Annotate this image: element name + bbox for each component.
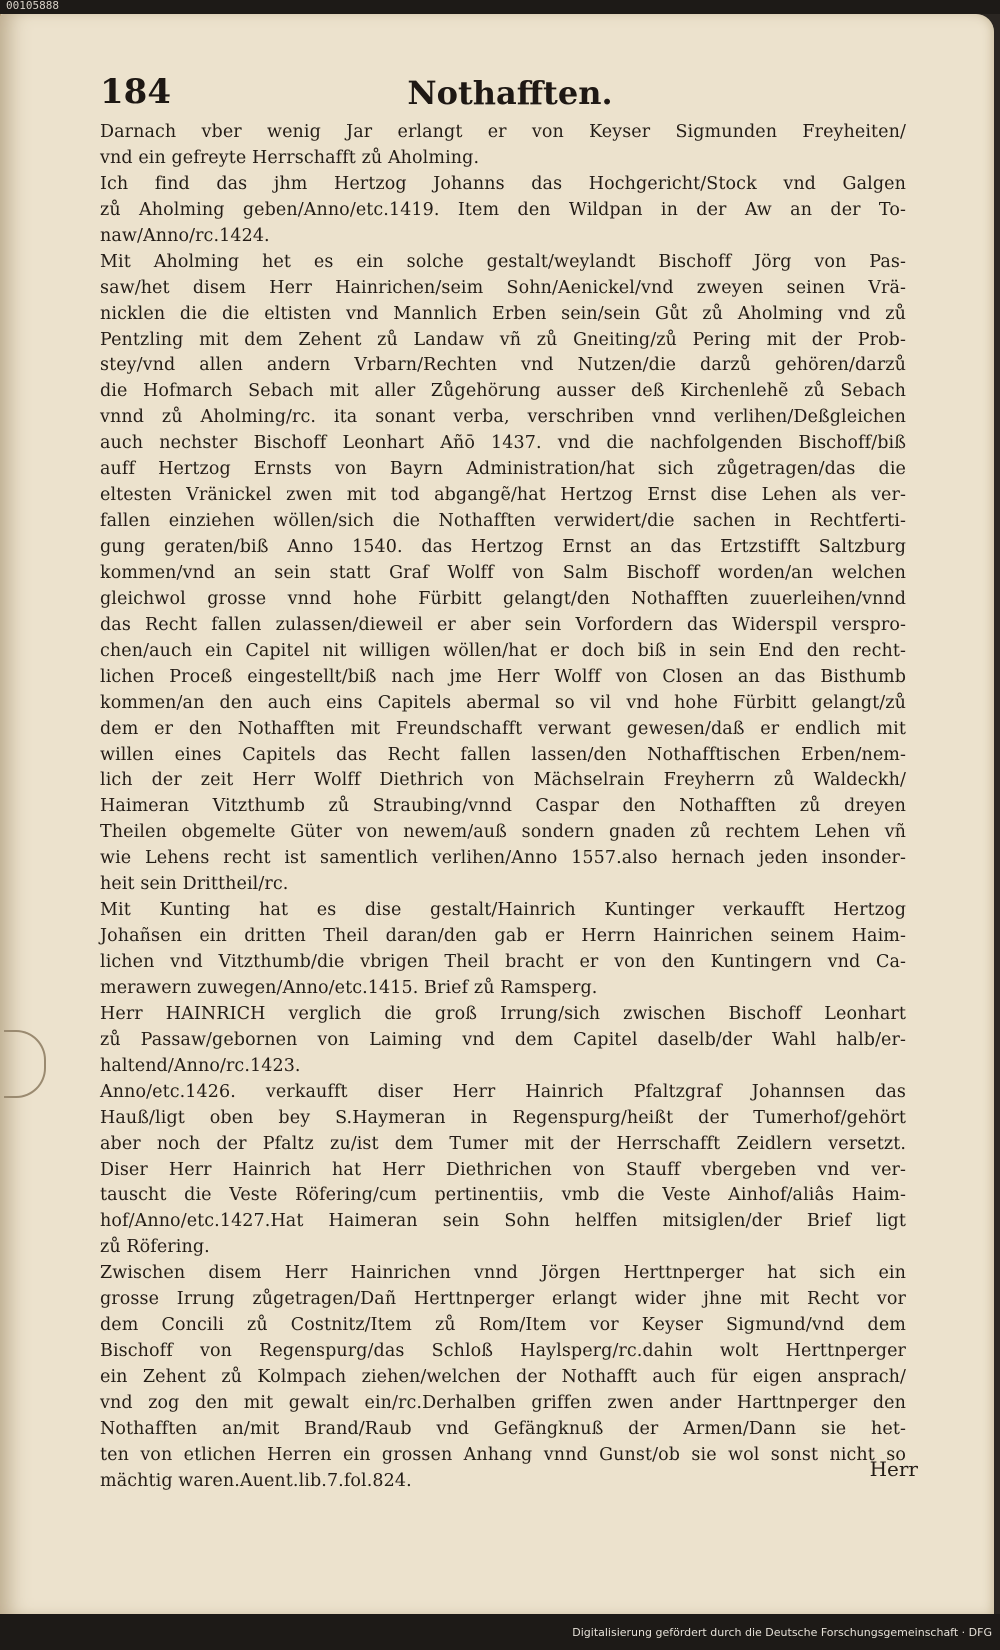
text-line: zů Röfering. (100, 1237, 210, 1258)
text-line: vnd zog den mit gewalt ein/rc.Derhalben griffen zwen ander Harttnperger den (100, 1392, 906, 1413)
text-line: gung geraten/biß Anno 1540. das Hertzog Ernst an das Ertzstifft Saltzburg (100, 537, 906, 557)
text-line: Pentzling mit dem Zehent zů Landaw vñ zů Gneiting/zů Pering mit der Prob- (100, 329, 906, 350)
text-line: dem Concili zů Costnitz/Item zů Rom/Item vor Keyser Sigmund/vnd dem (100, 1315, 906, 1336)
text-line: chen/auch ein Capitel nit willigen wöllen/hat er doch biß in sein End den recht- (100, 640, 906, 661)
catchword: Herr (869, 1457, 918, 1481)
text-line: auch nechster Bischoff Leonhart Añō 1437. vnd die nachfolgenden Bischoff/biß (100, 433, 906, 454)
text-line: das Recht fallen zulassen/dieweil er aber sein Vorfordern das Widerspil verspro- (100, 614, 906, 635)
text-line: Mit Aholming het es ein solche gestalt/weylandt Bischoff Jörg von Pas- (100, 251, 906, 272)
text-line: Hauß/ligt oben bey S.Haymeran in Regenspurg/heißt der Tumerhof/gehört (100, 1107, 906, 1128)
text-line: Bischoff von Regenspurg/das Schloß Haylsperg/rc.dahin wolt Herttnperger (100, 1341, 906, 1362)
text-line: Herr HAINRICH verglich die groß Irrung/sich zwischen Bischoff Leonhart (100, 1003, 906, 1024)
text-line: nicklen die die eltisten vnd Mannlich Erben sein/sein Gůt zů Aholming vnd zů (100, 303, 906, 324)
text-line: Diser Herr Hainrich hat Herr Diethrichen von Stauff vbergeben vnd ver- (100, 1159, 906, 1180)
text-line: eltesten Vränickel zwen mit tod abgangẽ/hat Hertzog Ernst dise Lehen als ver- (100, 485, 906, 506)
page-number: 184 (100, 72, 171, 112)
text-line: willen eines Capitels das Recht fallen lassen/den Nothafftischen Erben/nem- (100, 744, 906, 765)
text-line: ten von etlichen Herren ein grossen Anhang vnnd Gunst/ob sie wol sonst nicht so (100, 1444, 906, 1465)
text-line: Nothafften an/mit Brand/Raub vnd Gefängknuß der Armen/Dann sie het- (100, 1418, 906, 1439)
scan-top-bar (0, 0, 1000, 14)
text-line: dem er den Nothafften mit Freundschafft verwant gewesen/daß er endlich mit (100, 718, 906, 739)
text-line: zů Aholming geben/Anno/etc.1419. Item den Wildpan in der Aw an der To- (100, 199, 906, 220)
body-text (100, 120, 906, 1495)
text-line: Johañsen ein dritten Theil daran/den gab er Herrn Hainrichen seinem Haim- (100, 926, 906, 947)
text-line: grosse Irrung zůgetragen/Dañ Herttnperger erlangt wider jhne mit Recht vor (100, 1289, 906, 1310)
text-line: stey/vnd allen andern Vrbarn/Rechten vnd Nutzen/die darzů gehören/darzů (100, 355, 906, 376)
text-line: Haimeran Vitzthumb zů Straubing/vnnd Caspar den Nothafften zů dreyen (100, 796, 906, 817)
text-line: naw/Anno/rc.1424. (100, 225, 270, 246)
text-line: lich der zeit Herr Wolff Diethrich von Mächselrain Freyherrn zů Waldeckh/ (100, 770, 906, 791)
text-line: tauscht die Veste Röfering/cum pertinentiis, vmb die Veste Ainhof/aliâs Haim- (100, 1185, 906, 1206)
text-line: fallen einziehen wöllen/sich die Nothafften verwidert/die sachen in Rechtferti- (100, 511, 906, 532)
text-line: Anno/etc.1426. verkaufft diser Herr Hainrich Pfaltzgraf Johannsen das (100, 1081, 906, 1102)
text-line: wie Lehens recht ist samentlich verlihen/Anno 1557.also hernach jeden insonder- (100, 848, 906, 869)
text-line: ein Zehent zů Kolmpach ziehen/welchen der Nothafft auch für eigen ansprach/ (100, 1367, 906, 1387)
text-line: kommen/an den auch eins Capitels abermal so vil vnd hohe Fürbitt gelangt/zů (100, 692, 906, 713)
text-line: auff Hertzog Ernsts von Bayrn Administration/hat sich zůgetragen/das die (100, 459, 906, 480)
text-line: merawern zuwegen/Anno/etc.1415. Brief zů Ramsperg. (100, 977, 598, 998)
text-line: Zwischen disem Herr Hainrichen vnnd Jörgen Herttnperger hat sich ein (100, 1263, 906, 1284)
text-line: heit sein Drittheil/rc. (100, 874, 289, 895)
page-header (100, 72, 920, 122)
text-line: zů Passaw/gebornen von Laiming vnd dem Capitel daselb/der Wahl halb/er- (100, 1029, 906, 1050)
text-line: lichen vnd Vitzthumb/die vbrigen Theil bracht er von den Kuntingern vnd Ca- (100, 952, 906, 972)
running-title: Nothafften. (407, 74, 613, 112)
text-line: aber noch der Pfaltz zu/ist dem Tumer mit der Herrschafft Zeidlern versetzt. (100, 1133, 906, 1154)
text-line: vnnd zů Aholming/rc. ita sonant verba, verschriben vnnd verlihen/Deßgleichen (100, 407, 906, 428)
text-line: hof/Anno/etc.1427.Hat Haimeran sein Sohn helffen mitsiglen/der Brief ligt (100, 1211, 906, 1232)
text-line: vnd ein gefreyte Herrschafft zů Aholming. (100, 147, 480, 168)
text-line: haltend/Anno/rc.1423. (100, 1055, 301, 1076)
text-line: mächtig waren.Auent.lib.7.fol.824. (100, 1470, 412, 1491)
scan-id-label: 00105888 (6, 0, 59, 12)
text-line: die Hofmarch Sebach mit aller Zůgehörung ausser deß Kirchenlehẽ zů Sebach (100, 381, 906, 402)
digitization-credit: Digitalisierung gefördert durch die Deutsche Forschungsgemeinschaft · DFG (572, 1626, 992, 1639)
text-line: kommen/vnd an sein statt Graf Wolff von Salm Bischoff worden/an welchen (100, 562, 906, 583)
text-line: Darnach vber wenig Jar erlangt er von Keyser Sigmunden Freyheiten/ (100, 122, 906, 142)
text-line: saw/het disem Herr Hainrichen/seim Sohn/Aenickel/vnd zweyen seinen Vrä- (100, 277, 906, 298)
text-line: Theilen obgemelte Güter von newem/auß sondern gnaden zů rechtem Lehen vñ (100, 822, 906, 843)
text-line: gleichwol grosse vnnd hohe Fürbitt gelangt/den Nothafften zuuerleihen/vnnd (100, 588, 906, 609)
text-line: Mit Kunting hat es dise gestalt/Hainrich Kuntinger verkaufft Hertzog (100, 900, 906, 921)
text-line: lichen Proceß eingestellt/biß nach jme Herr Wolff von Closen an das Bisthumb (100, 666, 906, 687)
text-line: Ich find das jhm Hertzog Johanns das Hochgericht/Stock vnd Galgen (100, 173, 906, 194)
